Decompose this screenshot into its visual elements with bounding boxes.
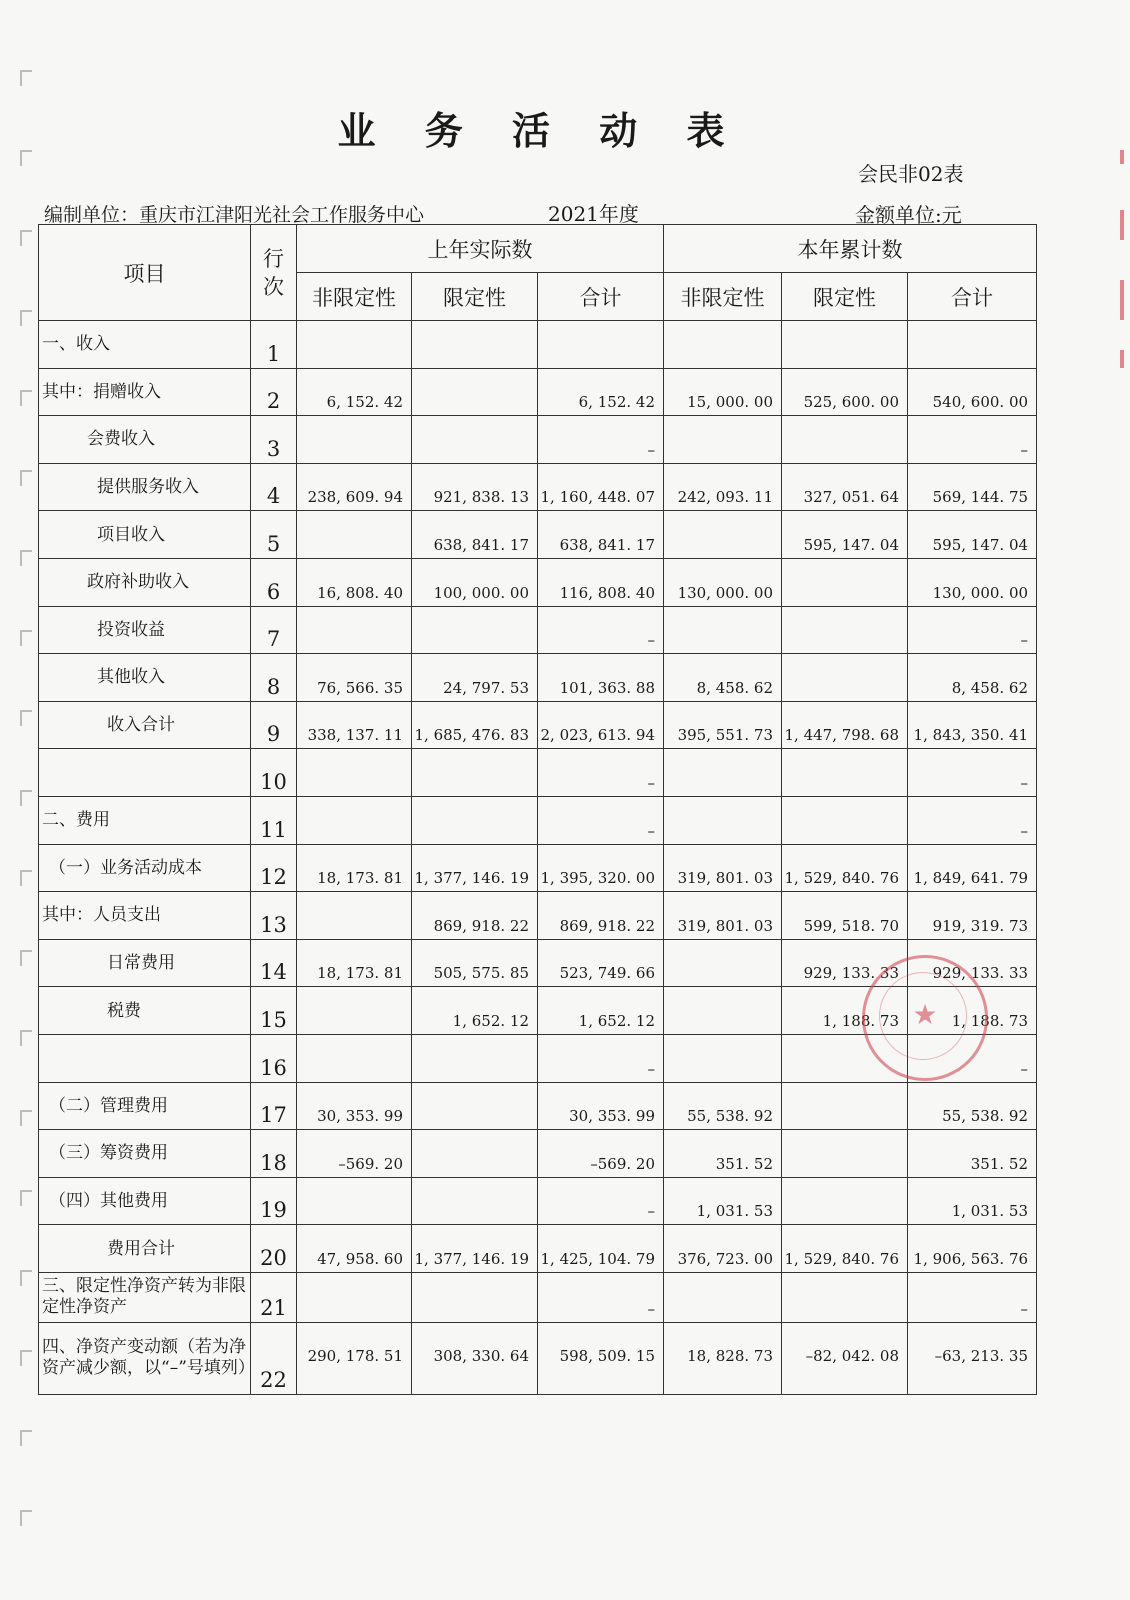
binding-hole <box>20 870 32 886</box>
cell-current-total: – <box>908 1034 1037 1082</box>
cell-prior-restricted <box>412 416 538 464</box>
cell-current-total: 540, 600. 00 <box>908 368 1037 416</box>
cell-prior-unrestricted <box>297 987 412 1035</box>
cell-current-restricted <box>782 1177 908 1225</box>
table-row <box>39 1322 1037 1394</box>
cell-prior-unrestricted <box>297 321 412 369</box>
cell-prior-total: 869, 918. 22 <box>538 892 664 940</box>
cell-prior-total: – <box>538 1034 664 1082</box>
cell-prior-restricted <box>412 606 538 654</box>
cell-current-unrestricted <box>664 606 782 654</box>
cell-prior-total: – <box>538 416 664 464</box>
cell-prior-restricted: 869, 918. 22 <box>412 892 538 940</box>
cell-current-total: 351. 52 <box>908 1130 1037 1178</box>
table-row <box>39 511 1037 559</box>
cell-current-unrestricted: 351. 52 <box>664 1130 782 1178</box>
cell-current-unrestricted <box>664 511 782 559</box>
cell-current-unrestricted: 8, 458. 62 <box>664 654 782 702</box>
binding-hole <box>20 950 32 966</box>
cell-current-restricted: 1, 529, 840. 76 <box>782 1225 908 1273</box>
binding-hole <box>20 1190 32 1206</box>
binding-hole <box>20 790 32 806</box>
cell-current-unrestricted <box>664 1272 782 1322</box>
row-line-number: 5 <box>251 511 297 559</box>
cell-prior-unrestricted: 18, 173. 81 <box>297 939 412 987</box>
row-line-number: 3 <box>251 416 297 464</box>
row-label: 其中：捐赠收入 <box>39 368 251 416</box>
row-line-number: 16 <box>251 1034 297 1082</box>
binding-hole <box>20 1350 32 1366</box>
cell-prior-unrestricted: 18, 173. 81 <box>297 844 412 892</box>
header-current-total: 合计 <box>908 273 1037 321</box>
table-row <box>39 1225 1037 1273</box>
cell-prior-total: 116, 808. 40 <box>538 558 664 606</box>
table-row <box>39 368 1037 416</box>
cell-current-total: – <box>908 749 1037 797</box>
cell-prior-restricted <box>412 749 538 797</box>
cell-current-total: 569, 144. 75 <box>908 463 1037 511</box>
cell-current-total: 8, 458. 62 <box>908 654 1037 702</box>
cell-current-restricted: 1, 447, 798. 68 <box>782 701 908 749</box>
cell-prior-total: 1, 160, 448. 07 <box>538 463 664 511</box>
cell-current-unrestricted: 319, 801. 03 <box>664 892 782 940</box>
cell-prior-total: 638, 841. 17 <box>538 511 664 559</box>
binding-hole <box>20 1030 32 1046</box>
cell-current-total: 1, 843, 350. 41 <box>908 701 1037 749</box>
seal-edge-marks <box>1110 140 1124 380</box>
binding-hole <box>20 550 32 566</box>
binding-hole <box>20 390 32 406</box>
binding-hole <box>20 1270 32 1286</box>
row-line-number: 14 <box>251 939 297 987</box>
cell-current-total: 595, 147. 04 <box>908 511 1037 559</box>
header-prior-restricted: 限定性 <box>412 273 538 321</box>
cell-prior-total: 523, 749. 66 <box>538 939 664 987</box>
cell-current-unrestricted <box>664 796 782 844</box>
cell-current-unrestricted: 15, 000. 00 <box>664 368 782 416</box>
row-line-number: 21 <box>251 1272 297 1322</box>
row-label: （三）筹资费用 <box>39 1130 251 1178</box>
activity-statement-table <box>38 224 1037 1395</box>
cell-current-unrestricted: 130, 000. 00 <box>664 558 782 606</box>
row-label: （二）管理费用 <box>39 1082 251 1130</box>
cell-prior-unrestricted <box>297 749 412 797</box>
cell-prior-total: – <box>538 796 664 844</box>
cell-prior-unrestricted <box>297 1177 412 1225</box>
cell-current-restricted: 327, 051. 64 <box>782 463 908 511</box>
cell-prior-total: 1, 395, 320. 00 <box>538 844 664 892</box>
row-line-number: 1 <box>251 321 297 369</box>
cell-prior-restricted: 1, 652. 12 <box>412 987 538 1035</box>
row-label: 三、限定性净资产转为非限定性净资产 <box>39 1272 251 1322</box>
cell-current-restricted: 595, 147. 04 <box>782 511 908 559</box>
cell-current-total: 1, 031. 53 <box>908 1177 1037 1225</box>
row-label: 收入合计 <box>39 701 251 749</box>
cell-prior-unrestricted: 76, 566. 35 <box>297 654 412 702</box>
cell-prior-unrestricted <box>297 606 412 654</box>
binding-hole <box>20 1510 32 1526</box>
row-line-number: 19 <box>251 1177 297 1225</box>
cell-current-unrestricted: 395, 551. 73 <box>664 701 782 749</box>
currency-unit: 金额单位:元 <box>855 203 962 227</box>
cell-current-total <box>908 321 1037 369</box>
row-line-number: 8 <box>251 654 297 702</box>
cell-current-restricted: –82, 042. 08 <box>782 1322 908 1394</box>
cell-current-total: – <box>908 1272 1037 1322</box>
header-prior-total: 合计 <box>538 273 664 321</box>
cell-prior-restricted: 308, 330. 64 <box>412 1322 538 1394</box>
row-line-number: 4 <box>251 463 297 511</box>
cell-prior-total <box>538 321 664 369</box>
cell-prior-total: 6, 152. 42 <box>538 368 664 416</box>
row-label: （四）其他费用 <box>39 1177 251 1225</box>
table-row <box>39 654 1037 702</box>
table-row <box>39 796 1037 844</box>
cell-prior-unrestricted <box>297 892 412 940</box>
header-current-year: 本年累计数 <box>664 225 1037 273</box>
cell-prior-unrestricted <box>297 1272 412 1322</box>
cell-current-total: – <box>908 606 1037 654</box>
cell-prior-unrestricted: 338, 137. 11 <box>297 701 412 749</box>
cell-prior-total: – <box>538 1272 664 1322</box>
row-label: 费用合计 <box>39 1225 251 1273</box>
binding-hole <box>20 630 32 646</box>
row-label: 其中：人员支出 <box>39 892 251 940</box>
cell-prior-unrestricted <box>297 511 412 559</box>
cell-prior-total: 30, 353. 99 <box>538 1082 664 1130</box>
cell-current-total: – <box>908 416 1037 464</box>
table-row <box>39 416 1037 464</box>
row-line-number: 20 <box>251 1225 297 1273</box>
cell-current-restricted <box>782 1082 908 1130</box>
cell-current-restricted <box>782 654 908 702</box>
row-label: 二、费用 <box>39 796 251 844</box>
row-line-number: 12 <box>251 844 297 892</box>
row-label <box>39 1034 251 1082</box>
row-line-number: 15 <box>251 987 297 1035</box>
cell-prior-restricted: 1, 377, 146. 19 <box>412 844 538 892</box>
cell-current-restricted: 929, 133. 33 <box>782 939 908 987</box>
row-line-number: 13 <box>251 892 297 940</box>
binding-hole <box>20 230 32 246</box>
header-line: 行次 <box>251 225 297 321</box>
header-prior-unrestricted: 非限定性 <box>297 273 412 321</box>
cell-current-total: 929, 133. 33 <box>908 939 1037 987</box>
cell-prior-restricted <box>412 1177 538 1225</box>
table-row <box>39 844 1037 892</box>
cell-prior-restricted <box>412 368 538 416</box>
header-current-restricted: 限定性 <box>782 273 908 321</box>
row-label <box>39 749 251 797</box>
cell-current-total: 1, 906, 563. 76 <box>908 1225 1037 1273</box>
cell-prior-unrestricted: 30, 353. 99 <box>297 1082 412 1130</box>
cell-current-unrestricted <box>664 749 782 797</box>
cell-current-unrestricted <box>664 987 782 1035</box>
cell-prior-restricted: 921, 838. 13 <box>412 463 538 511</box>
table-row <box>39 463 1037 511</box>
cell-current-restricted <box>782 1130 908 1178</box>
cell-prior-total: – <box>538 606 664 654</box>
form-number: 会民非02表 <box>858 162 964 186</box>
cell-prior-total: 1, 652. 12 <box>538 987 664 1035</box>
cell-prior-unrestricted: 6, 152. 42 <box>297 368 412 416</box>
table-row <box>39 1272 1037 1322</box>
row-label: 四、净资产变动额（若为净资产减少额，以“–”号填列） <box>39 1322 251 1394</box>
binding-hole <box>20 1430 32 1446</box>
row-line-number: 18 <box>251 1130 297 1178</box>
row-label: （一）业务活动成本 <box>39 844 251 892</box>
cell-prior-restricted <box>412 1082 538 1130</box>
cell-prior-unrestricted: 16, 808. 40 <box>297 558 412 606</box>
cell-current-unrestricted <box>664 1034 782 1082</box>
row-line-number: 10 <box>251 749 297 797</box>
cell-current-unrestricted: 376, 723. 00 <box>664 1225 782 1273</box>
cell-prior-unrestricted: 238, 609. 94 <box>297 463 412 511</box>
cell-current-restricted: 599, 518. 70 <box>782 892 908 940</box>
cell-prior-total: 1, 425, 104. 79 <box>538 1225 664 1273</box>
cell-current-restricted <box>782 558 908 606</box>
fiscal-year: 2021年度 <box>548 202 639 226</box>
table-row <box>39 321 1037 369</box>
preparing-organization: 编制单位：重庆市江津阳光社会工作服务中心 <box>44 204 425 226</box>
cell-prior-unrestricted: –569. 20 <box>297 1130 412 1178</box>
cell-current-total: 130, 000. 00 <box>908 558 1037 606</box>
cell-prior-total: – <box>538 749 664 797</box>
table-row <box>39 1082 1037 1130</box>
table-row <box>39 1177 1037 1225</box>
row-line-number: 9 <box>251 701 297 749</box>
cell-current-unrestricted: 319, 801. 03 <box>664 844 782 892</box>
cell-prior-restricted <box>412 321 538 369</box>
cell-prior-total: – <box>538 1177 664 1225</box>
cell-current-unrestricted <box>664 939 782 987</box>
cell-prior-restricted <box>412 1034 538 1082</box>
row-line-number: 6 <box>251 558 297 606</box>
table-row <box>39 892 1037 940</box>
row-label: 一、收入 <box>39 321 251 369</box>
cell-prior-restricted: 1, 685, 476. 83 <box>412 701 538 749</box>
table-row <box>39 1130 1037 1178</box>
cell-prior-unrestricted <box>297 416 412 464</box>
cell-prior-unrestricted <box>297 796 412 844</box>
cell-current-restricted: 1, 188. 73 <box>782 987 908 1035</box>
row-label: 其他收入 <box>39 654 251 702</box>
row-line-number: 22 <box>251 1322 297 1394</box>
cell-current-total: –63, 213. 35 <box>908 1322 1037 1394</box>
official-seal <box>862 955 988 1081</box>
cell-prior-unrestricted <box>297 1034 412 1082</box>
row-line-number: 7 <box>251 606 297 654</box>
binding-hole <box>20 470 32 486</box>
cell-current-total: – <box>908 796 1037 844</box>
row-label: 会费收入 <box>39 416 251 464</box>
cell-current-restricted <box>782 606 908 654</box>
row-line-number: 17 <box>251 1082 297 1130</box>
cell-current-total: 1, 849, 641. 79 <box>908 844 1037 892</box>
cell-prior-total: 101, 363. 88 <box>538 654 664 702</box>
cell-prior-restricted <box>412 1130 538 1178</box>
row-label: 税费 <box>39 987 251 1035</box>
cell-current-restricted: 525, 600. 00 <box>782 368 908 416</box>
table-row <box>39 606 1037 654</box>
seal-star-icon: ★ <box>912 998 938 1031</box>
cell-current-total: 919, 319. 73 <box>908 892 1037 940</box>
cell-prior-restricted: 638, 841. 17 <box>412 511 538 559</box>
cell-prior-restricted: 24, 797. 53 <box>412 654 538 702</box>
cell-current-restricted <box>782 416 908 464</box>
row-line-number: 2 <box>251 368 297 416</box>
cell-prior-unrestricted: 47, 958. 60 <box>297 1225 412 1273</box>
table-row <box>39 749 1037 797</box>
row-line-number: 11 <box>251 796 297 844</box>
binding-hole <box>20 710 32 726</box>
cell-current-unrestricted: 55, 538. 92 <box>664 1082 782 1130</box>
document-title: 业 务 活 动 表 <box>337 108 743 153</box>
cell-prior-restricted <box>412 1272 538 1322</box>
binding-hole <box>20 310 32 326</box>
cell-prior-unrestricted: 290, 178. 51 <box>297 1322 412 1394</box>
cell-prior-restricted: 505, 575. 85 <box>412 939 538 987</box>
row-label: 日常费用 <box>39 939 251 987</box>
binding-hole <box>20 70 32 86</box>
header-prior-year: 上年实际数 <box>297 225 664 273</box>
binding-hole <box>20 1110 32 1126</box>
cell-current-unrestricted: 242, 093. 11 <box>664 463 782 511</box>
cell-current-restricted <box>782 749 908 797</box>
cell-current-total: 1, 188. 73 <box>908 987 1037 1035</box>
header-item: 项目 <box>39 225 251 321</box>
cell-prior-total: –569. 20 <box>538 1130 664 1178</box>
table-row <box>39 558 1037 606</box>
cell-prior-total: 2, 023, 613. 94 <box>538 701 664 749</box>
table-row <box>39 701 1037 749</box>
row-label: 投资收益 <box>39 606 251 654</box>
cell-current-restricted <box>782 1272 908 1322</box>
cell-prior-total: 598, 509. 15 <box>538 1322 664 1394</box>
header-current-unrestricted: 非限定性 <box>664 273 782 321</box>
cell-prior-restricted <box>412 796 538 844</box>
cell-current-unrestricted: 1, 031. 53 <box>664 1177 782 1225</box>
cell-current-unrestricted <box>664 321 782 369</box>
row-label: 项目收入 <box>39 511 251 559</box>
cell-current-restricted: 1, 529, 840. 76 <box>782 844 908 892</box>
row-label: 政府补助收入 <box>39 558 251 606</box>
cell-current-total: 55, 538. 92 <box>908 1082 1037 1130</box>
cell-current-restricted <box>782 321 908 369</box>
row-label: 提供服务收入 <box>39 463 251 511</box>
cell-current-unrestricted: 18, 828. 73 <box>664 1322 782 1394</box>
cell-prior-restricted: 100, 000. 00 <box>412 558 538 606</box>
cell-prior-restricted: 1, 377, 146. 19 <box>412 1225 538 1273</box>
cell-current-restricted <box>782 796 908 844</box>
cell-current-unrestricted <box>664 416 782 464</box>
